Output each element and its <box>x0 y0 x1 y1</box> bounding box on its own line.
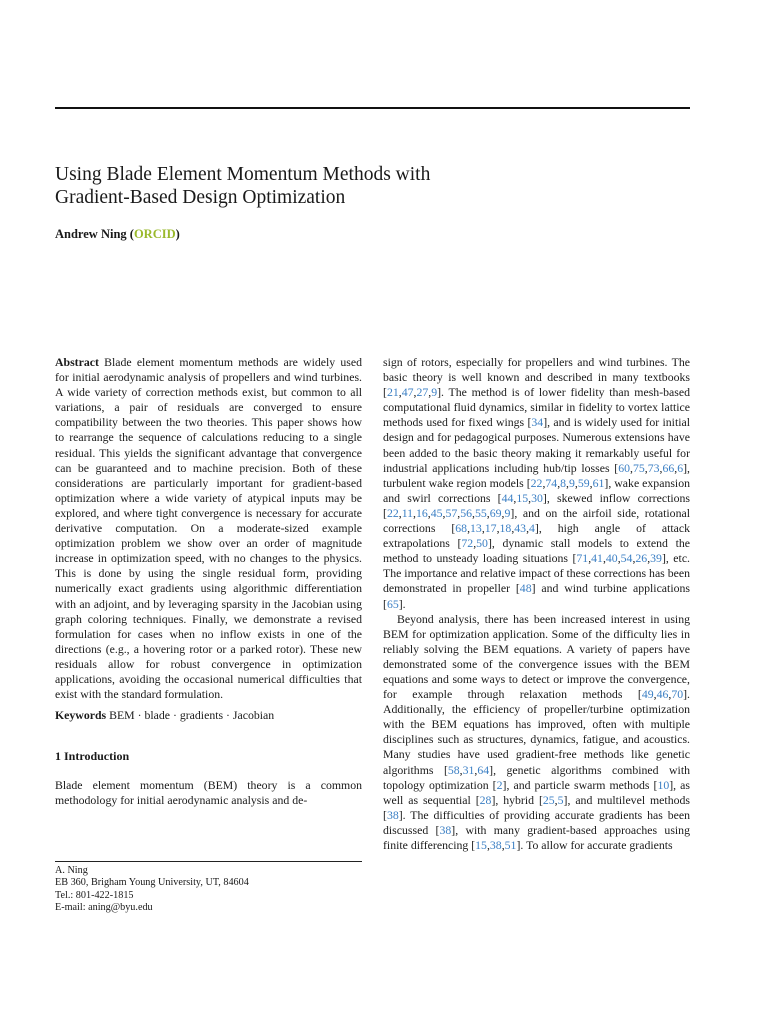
citation-link[interactable]: 28 <box>479 792 492 807</box>
right-paragraph-2 <box>383 612 690 854</box>
citation-link[interactable]: 59 <box>577 475 590 490</box>
paragraph-text: , <box>542 475 546 490</box>
citation-link[interactable]: 34 <box>531 415 544 430</box>
citation-link[interactable]: 4 <box>529 521 535 536</box>
paragraph-text: , <box>486 505 490 520</box>
citation-link[interactable]: 30 <box>531 490 543 505</box>
citation-link[interactable]: 8 <box>560 475 567 490</box>
citation-link[interactable]: 40 <box>605 551 618 566</box>
citation-link[interactable]: 66 <box>662 460 675 475</box>
paragraph-text: , <box>472 505 475 520</box>
paragraph-text: ]. The method is of lower fidelity than mesh-based computational fluid dynamics, similar in fidelity to vortex lattice methods used for fixed wings [ <box>383 385 690 430</box>
citation-link[interactable]: 64 <box>477 762 490 777</box>
paragraph-text: , <box>574 475 578 490</box>
paragraph-text: , <box>413 505 416 520</box>
citation-link[interactable]: 9 <box>431 385 438 400</box>
citation-link[interactable]: 60 <box>618 460 630 475</box>
title-line-1: Using Blade Element Momentum Methods with <box>55 164 431 185</box>
citation-link[interactable]: 72 <box>461 536 474 551</box>
orcid-link[interactable]: ORCID <box>133 227 176 241</box>
citation-link[interactable]: 22 <box>386 505 399 520</box>
header-rule <box>55 107 690 109</box>
citation-link[interactable]: 27 <box>416 385 429 400</box>
paragraph-text: ], skewed inflow corrections [ <box>383 490 691 520</box>
paragraph-text: , <box>617 551 621 566</box>
citation-link[interactable]: 26 <box>635 551 648 566</box>
abstract-label: Abstract <box>55 355 99 369</box>
citation-link[interactable]: 13 <box>470 521 482 536</box>
left-column <box>55 355 362 809</box>
abstract-text: Blade element momentum methods are widely used for initial aerodynamic analysis of propellers and wind turbines. A wide variety of correction methods exist, but common to all variations, a pair of residuals are converged to ensure compatibility between the two theories. This paper shows how to rearrange the sequence of calculations reducing to a single residual. This yields the significant advantage that convergence can be guaranteed and to machine precision. Both of these considerations are particularly important for gradient-based optimization where a wide variety of atypical inputs may be explored, and where tight convergence is necessary for accurate derivative computation. On a moderate-sized example optimization problem we show over an order of magnitude increase in optimization speed, with no changes to the physics. This is done by using the single residual form, providing numerically exact gradients using algorithmic differentiation with an adjoint, and by leveraging sparsity in the Jacobian using graph coloring techniques. Finally, we demonstrate a revised formulation for cases when no inflow exists in one of the directions (e.g., a hovering rotor or a parked rotor). These new residuals allow for robust convergence in optimization applications, avoiding the occasional numerical difficulties that exist with the standard formulation. <box>55 355 362 702</box>
paragraph-text: , <box>474 762 478 777</box>
citation-link[interactable]: 17 <box>484 521 497 536</box>
footnote-name: A. Ning <box>55 865 88 876</box>
paragraph-text: , <box>496 521 500 536</box>
citation-link[interactable]: 55 <box>475 505 487 520</box>
paragraph-text: , <box>398 505 402 520</box>
paragraph-text: ], high angle of attack extrapolations [ <box>383 521 690 551</box>
paragraph-text: , <box>644 460 648 475</box>
citation-link[interactable]: 46 <box>656 687 669 702</box>
citation-link[interactable]: 69 <box>489 505 502 520</box>
footnote-tel: Tel.: 801-422-1815 <box>55 889 134 901</box>
paragraph-text: , <box>513 490 517 505</box>
citation-link[interactable]: 38 <box>489 838 502 852</box>
citation-link[interactable]: 50 <box>476 536 488 551</box>
paragraph-text: , <box>457 505 461 520</box>
paragraph-text: , <box>511 521 515 536</box>
right-column <box>383 355 690 853</box>
paragraph-text: ], and particle swarm methods [ <box>502 777 658 792</box>
paragraph-text: ], turbulent wake region models [ <box>383 460 690 490</box>
keywords <box>55 708 362 723</box>
citation-link[interactable]: 15 <box>475 838 487 852</box>
title-line-2: Gradient-Based Design Optimization <box>55 187 346 208</box>
citation-link[interactable]: 48 <box>519 581 532 596</box>
paragraph-text: ]. Additionally, the efficiency of propeller/turbine optimization with the BEM equations has improved, often with multiple disciplines such as structures, dynamics, fatigue, and acoustics. Many studies have used gradient-free methods like genetic algorithms [ <box>383 687 690 777</box>
citation-link[interactable]: 56 <box>460 505 473 520</box>
paragraph-text: ]. The difficulties of providing accurate gradients has been discussed [ <box>383 807 690 837</box>
paragraph-text: ], genetic algorithms combined with topology optimization [ <box>383 762 690 792</box>
paragraph-text: , <box>674 460 678 475</box>
paragraph-text: ], hybrid [ <box>491 792 543 807</box>
citation-link[interactable]: 5 <box>557 792 564 807</box>
footnote-address: EB 360, Brigham Young University, UT, 84604 <box>55 877 249 889</box>
citation-link[interactable]: 58 <box>447 762 460 777</box>
paper-title <box>55 163 695 209</box>
citation-link[interactable]: 21 <box>386 385 399 400</box>
citation-link[interactable]: 25 <box>542 792 555 807</box>
citation-link[interactable]: 73 <box>647 460 660 475</box>
citation-link[interactable]: 68 <box>455 521 468 536</box>
paragraph-text: , <box>486 838 490 852</box>
abstract <box>55 355 362 702</box>
paragraph-text: ]. <box>398 596 406 611</box>
keywords-label: Keywords <box>55 708 107 723</box>
citation-link[interactable]: 38 <box>386 807 399 822</box>
citation-link[interactable]: 9 <box>504 505 511 520</box>
author-paren-open: ( <box>129 227 134 241</box>
citation-link[interactable]: 39 <box>650 551 662 566</box>
paragraph-text: , <box>589 475 593 490</box>
citation-link[interactable]: 18 <box>499 521 512 536</box>
paragraph-text: , <box>659 460 663 475</box>
citation-link[interactable]: 9 <box>569 475 575 490</box>
footnote <box>55 861 362 915</box>
citation-link[interactable]: 49 <box>641 687 654 702</box>
citation-link[interactable]: 38 <box>439 822 452 837</box>
paragraph-text: , <box>630 460 633 475</box>
paragraph-text: , <box>557 475 561 490</box>
right-paragraph-1 <box>383 355 690 612</box>
intro-paragraph: Blade element momentum (BEM) theory is a common methodology for initial aerodynamic analysis and de- <box>55 778 362 808</box>
paragraph-text: , <box>481 521 485 536</box>
paragraph-text: Beyond analysis, there has been increased interest in using BEM for optimization application. Some of the difficulty lies in reliably solving the BEM equations. A variety of papers have demonstrated some of the convergence issues with the BEM equations and some ways to detect or improve the convergence, for example through relaxation methods [ <box>383 611 690 702</box>
paragraph-text: ], with many gradient-based approaches using finite differencing [ <box>383 822 690 852</box>
paragraph-text: , <box>442 505 446 520</box>
citation-link[interactable]: 54 <box>620 551 633 566</box>
paragraph-text: ], and on the airfoil side, rotational corrections [ <box>383 505 690 536</box>
author-paren-close: ) <box>175 227 180 241</box>
author-name: Andrew Ning <box>55 227 127 241</box>
citation-link[interactable]: 41 <box>591 551 603 566</box>
citation-link[interactable]: 75 <box>632 460 645 475</box>
paragraph-text: ] and wind turbine applications [ <box>383 581 690 611</box>
citation-link[interactable]: 15 <box>516 490 529 505</box>
paragraph-text: , <box>398 385 402 400</box>
paragraph-text: ], and multilevel methods [ <box>383 792 690 822</box>
footnote-email: E-mail: aning@byu.edu <box>55 902 153 914</box>
paragraph-text: , <box>653 687 657 702</box>
paragraph-text: , <box>588 551 592 566</box>
paragraph-text: , <box>501 505 505 520</box>
paragraph-text: , <box>566 475 569 490</box>
paragraph-text: , <box>467 521 471 536</box>
citation-link[interactable]: 57 <box>445 505 458 520</box>
citation-link[interactable]: 71 <box>576 551 589 566</box>
paragraph-text: , <box>554 792 558 807</box>
section-heading: 1 Introduction <box>55 749 130 764</box>
citation-link[interactable]: 16 <box>416 505 428 520</box>
paragraph-text: ], wake expansion and swirl corrections [ <box>383 475 691 505</box>
paragraph-text: sign of rotors, especially for propellers and wind turbines. The basic theory is well known and described in many textbooks [ <box>383 355 690 400</box>
citation-link[interactable]: 6 <box>677 460 684 475</box>
citation-link[interactable]: 51 <box>504 838 517 852</box>
paragraph-text: , <box>647 551 651 566</box>
paragraph-text: ], dynamic stall models to extend the method to unsteady loading situations [ <box>383 536 690 566</box>
paragraph-text: , <box>632 551 636 566</box>
citation-link[interactable]: 43 <box>514 521 527 536</box>
citation-link[interactable]: 44 <box>501 490 514 505</box>
paragraph-text: , <box>428 385 432 400</box>
author-line <box>55 227 180 242</box>
citation-link[interactable]: 2 <box>496 777 503 792</box>
citation-link[interactable]: 31 <box>462 762 475 777</box>
citation-link[interactable]: 11 <box>401 505 414 520</box>
citation-link[interactable]: 47 <box>401 385 414 400</box>
paragraph-text: ]. To allow for accurate gradients <box>516 838 673 852</box>
paragraph-text: , <box>668 687 672 702</box>
citation-link[interactable]: 70 <box>671 687 684 702</box>
citation-link[interactable]: 74 <box>545 475 558 490</box>
paragraph-text: , <box>528 490 532 505</box>
paragraph-text: ], etc. The importance and relative impact of these corrections has been demonstrated in propeller [ <box>383 551 691 596</box>
paragraph-text: , <box>602 551 606 566</box>
citation-link[interactable]: 45 <box>430 505 443 520</box>
citation-link[interactable]: 22 <box>530 475 543 490</box>
citation-link[interactable]: 61 <box>592 475 605 490</box>
paragraph-text: , <box>473 536 477 551</box>
paragraph-text: ], as well as sequential [ <box>383 777 691 807</box>
citation-link[interactable]: 10 <box>657 777 670 792</box>
paragraph-text: , <box>526 521 530 536</box>
paragraph-text: , <box>459 762 463 777</box>
paragraph-text: , <box>501 838 505 852</box>
paragraph-text: , <box>413 385 417 400</box>
paragraph-text: ], and is widely used for initial design and for pedagogical purposes. Numerous extensions have been added to the basic theory making it remarkably useful for industrial applications including hub/tip losses [ <box>383 415 691 475</box>
keywords-text: BEM · blade · gradients · Jacobian <box>109 708 275 723</box>
paragraph-text: , <box>427 505 431 520</box>
citation-link[interactable]: 65 <box>386 596 399 611</box>
